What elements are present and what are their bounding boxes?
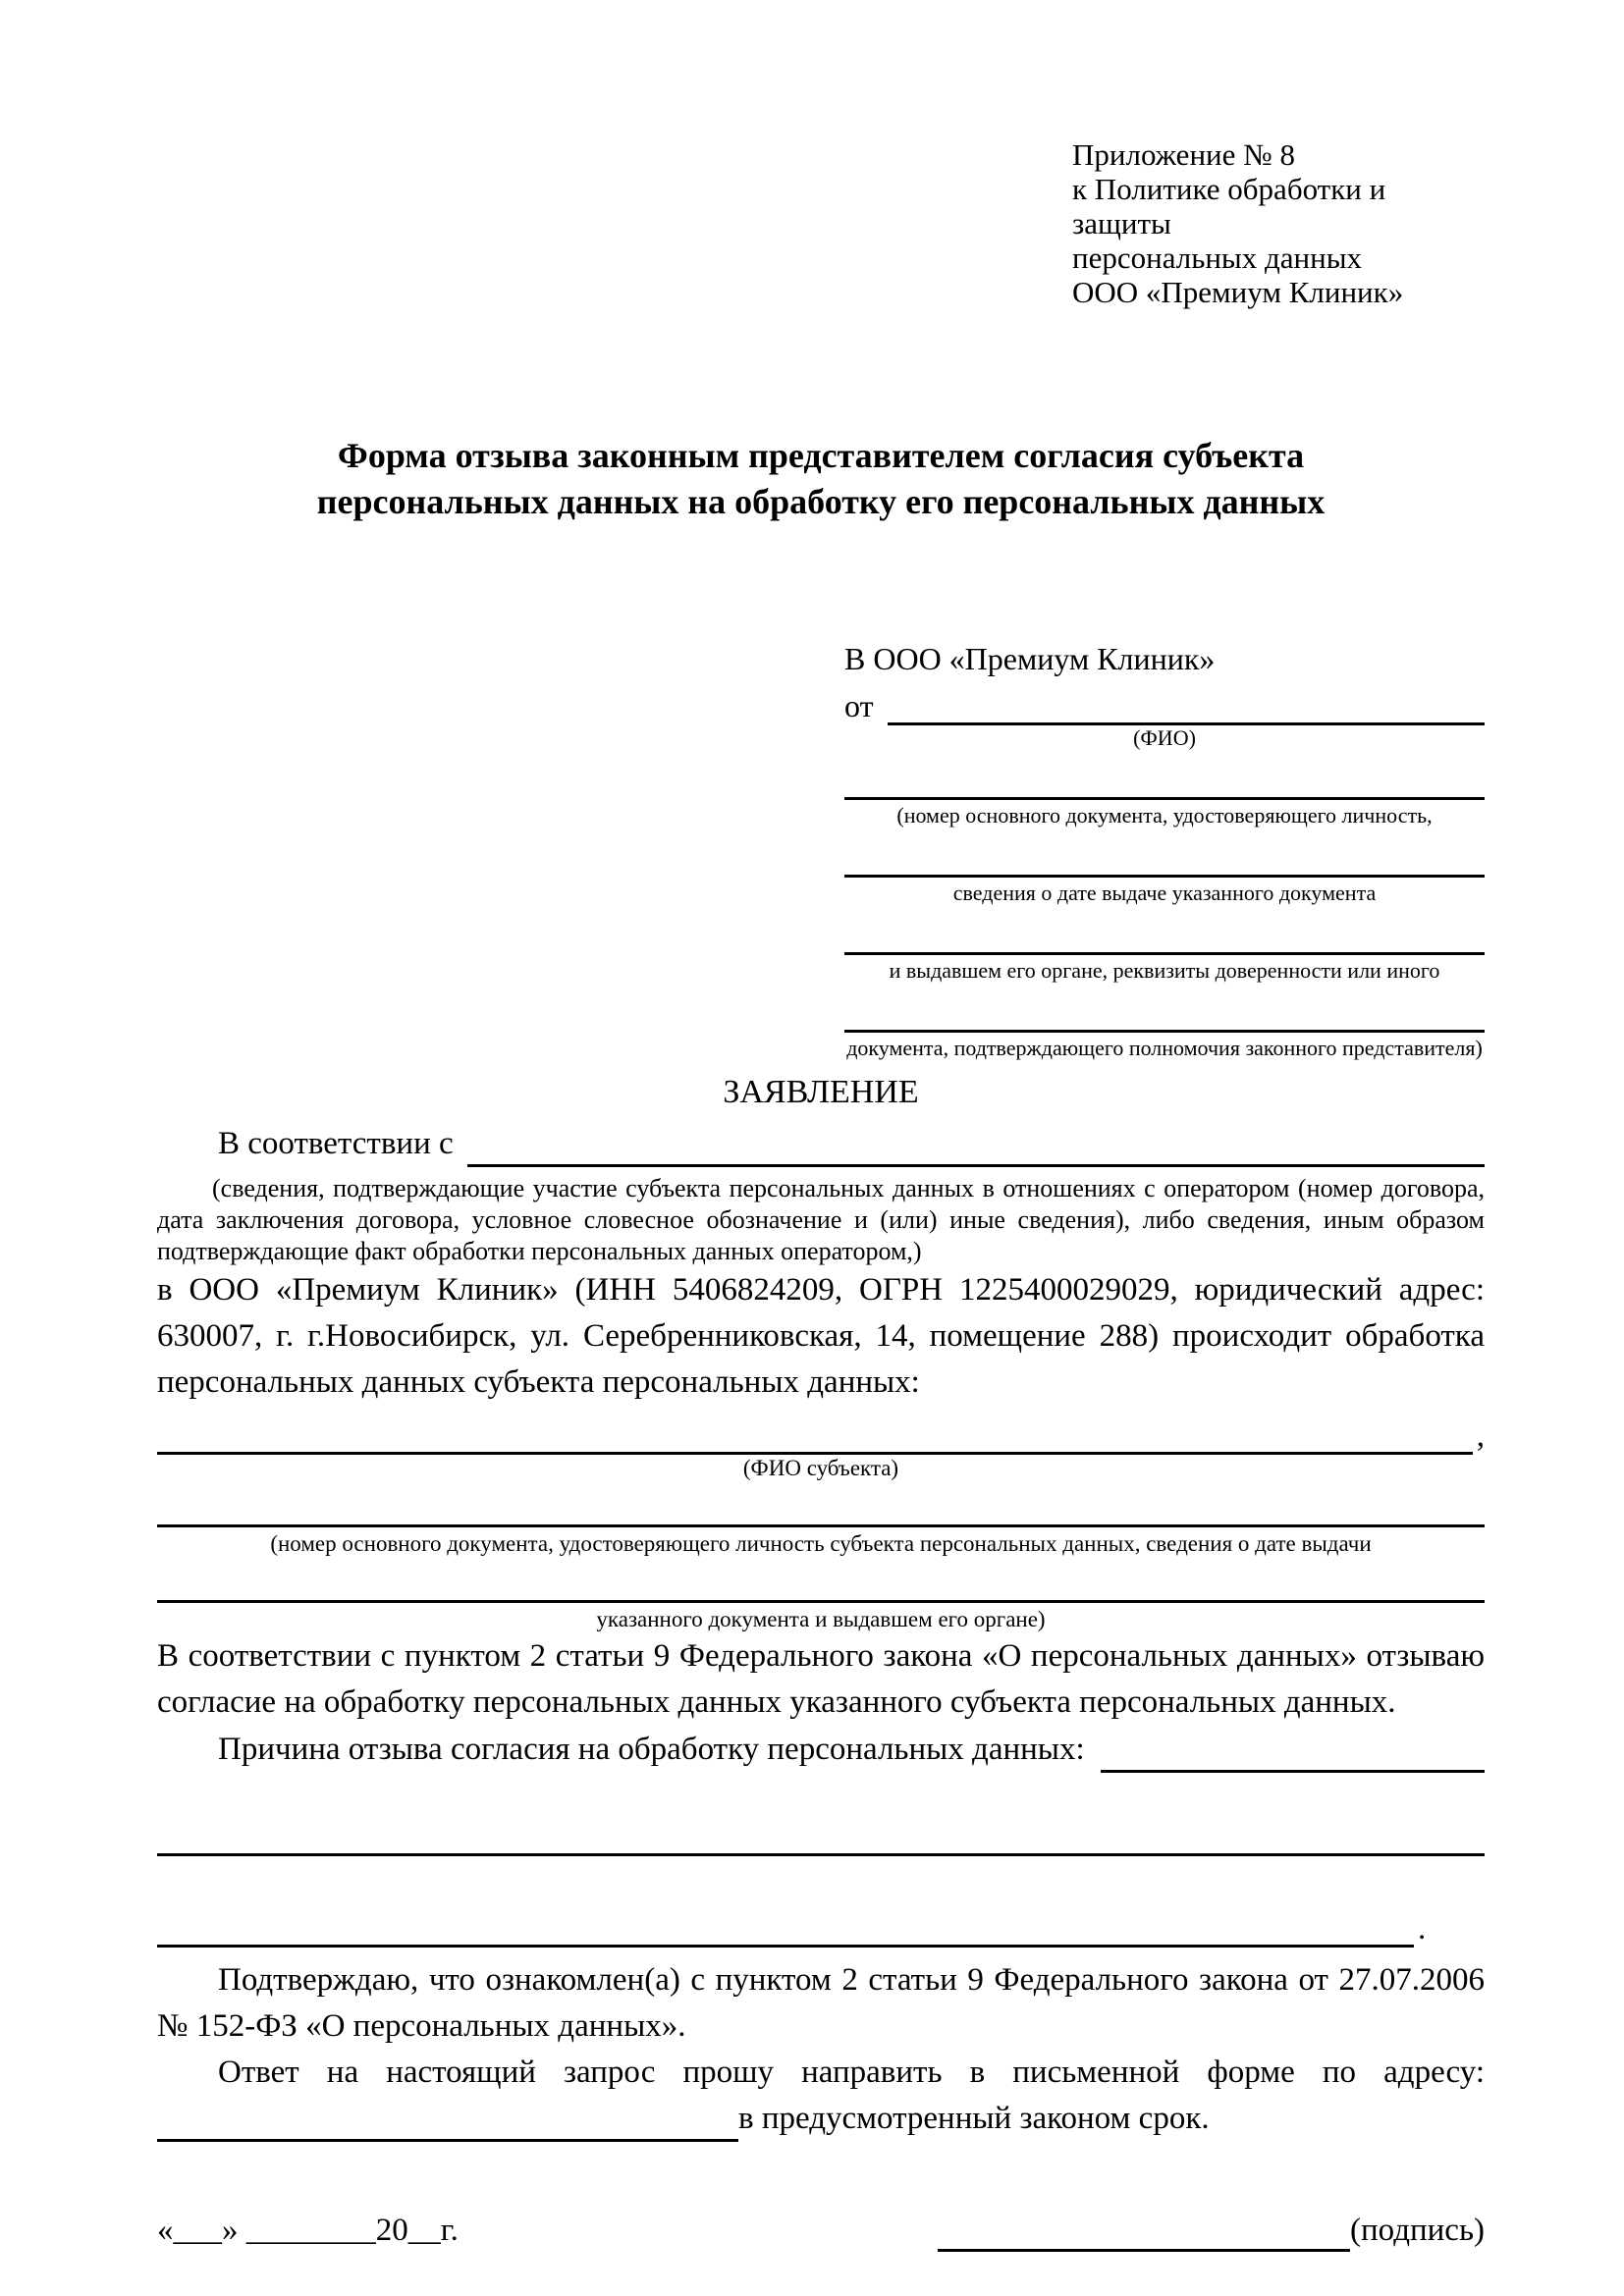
subject-doc-caption-2: указанного документа и выдавшем его органе)	[596, 1607, 1046, 1631]
signature-blank-line	[938, 2215, 1350, 2252]
doc-blank-line-1	[844, 765, 1485, 800]
doc-blank-row	[844, 842, 1485, 906]
intro-row	[157, 1120, 1485, 1167]
doc-blank-row	[844, 765, 1485, 828]
appendix-line: ООО «Премиум Клиник»	[1072, 275, 1404, 309]
confirmation-paragraph: Подтверждаю, что ознакомлен(а) с пунктом 2 статьи 9 Федерального закона от 27.07.2006 № 152-ФЗ «О персональных данных».	[157, 1962, 1485, 2044]
reply-line-2	[157, 2096, 1485, 2142]
addressee-from-label: от	[844, 688, 874, 723]
addressee-from-row	[844, 682, 1485, 725]
signature-block	[938, 2209, 1485, 2252]
reason-row	[157, 1726, 1485, 1773]
doc-blank-row	[844, 920, 1485, 984]
subject-doc-blank-line-2	[157, 1568, 1485, 1603]
subject-doc-row-2	[157, 1568, 1485, 1633]
form-title-line1: Форма отзыва законным представителем согласия субъекта	[337, 436, 1305, 475]
intro-prefix: В соответствии с	[218, 1126, 454, 1161]
subject-doc-row-1	[157, 1492, 1485, 1558]
reply-line-1: Ответ на настоящий запрос прошу направить в письменной форме по адресу:	[218, 2055, 1485, 2090]
doc-blank-line-2	[844, 842, 1485, 878]
subject-doc-caption-1: (номер основного документа, удостоверяющего личность субъекта персональных данных, сведения о дате выдачи	[270, 1531, 1372, 1556]
reason-blank-line	[1101, 1735, 1485, 1773]
subject-fio-row	[157, 1415, 1485, 1482]
appendix-block	[1072, 137, 1485, 309]
intro-blank-line	[467, 1130, 1485, 1167]
appendix-line: к Политике обработки и защиты	[1072, 172, 1386, 240]
reason-blank-row-1	[157, 1853, 1485, 1856]
doc-caption-1: (номер основного документа, удостоверяющего личность,	[896, 803, 1433, 828]
reason-prefix: Причина отзыва согласия на обработку персональных данных:	[218, 1732, 1085, 1767]
doc-blank-row	[844, 997, 1485, 1061]
reason-blank-tail: .	[1418, 1911, 1427, 1947]
footer-row	[157, 2209, 1485, 2252]
doc-caption-4: документа, подтверждающего полномочия законного представителя)	[846, 1036, 1483, 1060]
operator-paragraph: в ООО «Премиум Клиник» (ИНН 5406824209, ОГРН 1225400029029, юридический адрес: 630007, г. г.Новосибирск, ул. Серебренниковская, 14, помещение 288) происходит обработка персональных данных субъекта персональных данных:	[157, 1272, 1485, 1400]
date-line: «___» ________20__г.	[157, 2213, 459, 2248]
reply-address-blank-line	[157, 2103, 738, 2142]
statement-heading: ЗАЯВЛЕНИЕ	[723, 1074, 919, 1110]
fio-blank-line	[888, 688, 1485, 725]
document-content	[157, 137, 1485, 2252]
signature-caption: (подпись)	[1350, 2213, 1485, 2248]
small-print-note: (сведения, подтверждающие участие субъекта персональных данных в отношениях с оператором (номер договора, дата заключения договора, условное словесное обозначение и (или) иные сведения), либо сведения, иным образом подтверждающие факт обработки персональных данных оператором,)	[157, 1174, 1485, 1265]
doc-blank-line-4	[844, 997, 1485, 1033]
subject-fio-line-row	[157, 1415, 1485, 1455]
appendix-line: Приложение № 8	[1072, 137, 1295, 172]
doc-blank-line-3	[844, 920, 1485, 955]
addressee-block	[844, 639, 1485, 1061]
subject-fio-caption: (ФИО субъекта)	[742, 1456, 899, 1480]
form-title-line2: персональных данных на обработку его персональных данных	[316, 482, 1326, 521]
reason-blank-line-2	[157, 1928, 1414, 1948]
appendix-line: персональных данных	[1072, 240, 1363, 275]
reason-blank-row-2	[157, 1911, 1485, 1948]
doc-caption-3: и выдавшем его органе, реквизиты доверенности или иного	[889, 958, 1440, 983]
subject-fio-tail: ,	[1476, 1418, 1485, 1454]
subject-doc-blank-line-1	[157, 1492, 1485, 1527]
fio-caption: (ФИО)	[1133, 725, 1196, 750]
doc-caption-2: сведения о дате выдаче указанного документа	[952, 881, 1377, 905]
addressee-to: В ООО «Премиум Клиник»	[844, 641, 1216, 676]
withdrawal-paragraph: В соответствии с пунктом 2 статьи 9 Федерального закона «О персональных данных» отзываю согласие на обработку персональных данных указанного субъекта персональных данных.	[157, 1638, 1485, 1720]
form-title	[157, 433, 1485, 525]
subject-fio-blank-line	[157, 1415, 1473, 1455]
reply-suffix: в предусмотренный законом срок.	[738, 2101, 1210, 2136]
